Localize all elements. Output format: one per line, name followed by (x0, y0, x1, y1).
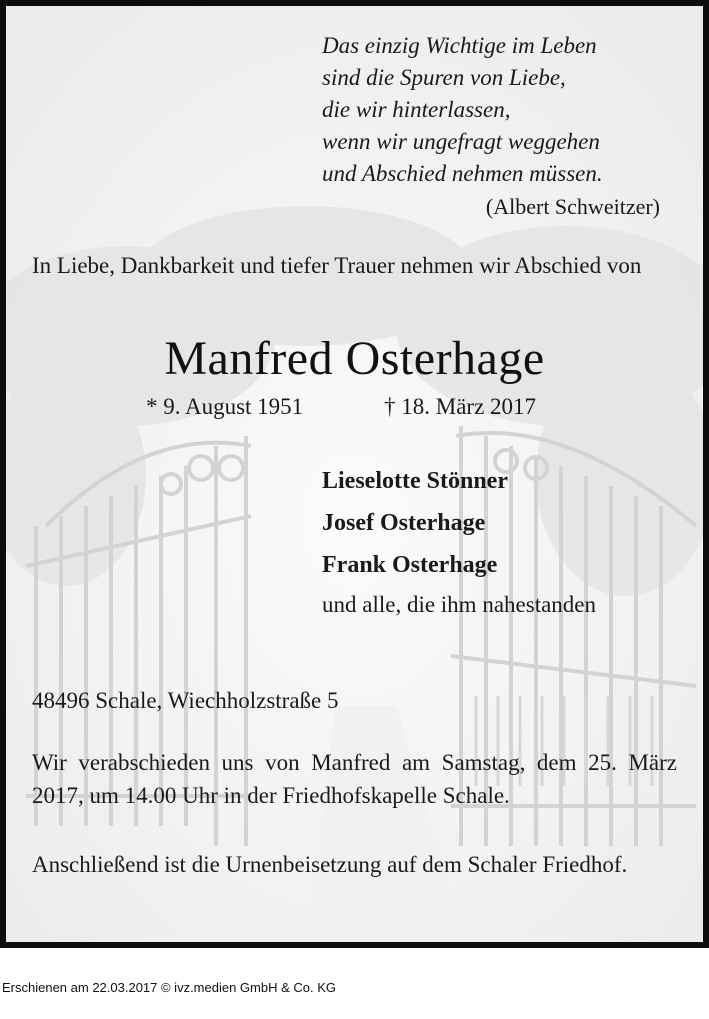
quote-line: wenn wir ungefragt weggehen (322, 129, 600, 154)
mourners-others: und alle, die ihm nahestanden (322, 592, 597, 617)
quote-author: (Albert Schweitzer) (485, 194, 660, 219)
mourner-address: 48496 Schale, Wiechholzstraße 5 (32, 688, 339, 713)
mourner-name: Lieselotte Stönner (322, 468, 508, 494)
deceased-name: Manfred Osterhage (164, 332, 545, 385)
intro-text: In Liebe, Dankbarkeit und tiefer Trauer nehmen wir Abschied von (32, 253, 642, 278)
memorial-quote (322, 30, 682, 224)
notice-content (6, 6, 703, 942)
death-date: † 18. März 2017 (384, 394, 537, 419)
quote-line: Das einzig Wichtige im Leben (322, 33, 597, 58)
mourners-list (322, 460, 692, 622)
burial-details-paragraph: Anschließend ist die Urnenbeisetzung auf dem Schaler Friedhof. (32, 852, 628, 877)
quote-line: und Abschied nehmen müssen. (322, 161, 603, 186)
birth-date: * 9. August 1951 (146, 394, 304, 419)
quote-line: die wir hinterlassen, (322, 97, 511, 122)
publication-footer: Erschienen am 22.03.2017 © ivz.medien GmbH & Co. KG (2, 980, 337, 995)
quote-line: sind die Spuren von Liebe, (322, 65, 566, 90)
mourner-name: Josef Osterhage (322, 510, 486, 536)
mourner-name: Frank Osterhage (322, 552, 498, 578)
funeral-details-paragraph: Wir verabschieden uns von Manfred am Samstag, dem 25. März 2017, um 14.00 Uhr in der Friedhofskapelle Schale. (32, 750, 677, 808)
